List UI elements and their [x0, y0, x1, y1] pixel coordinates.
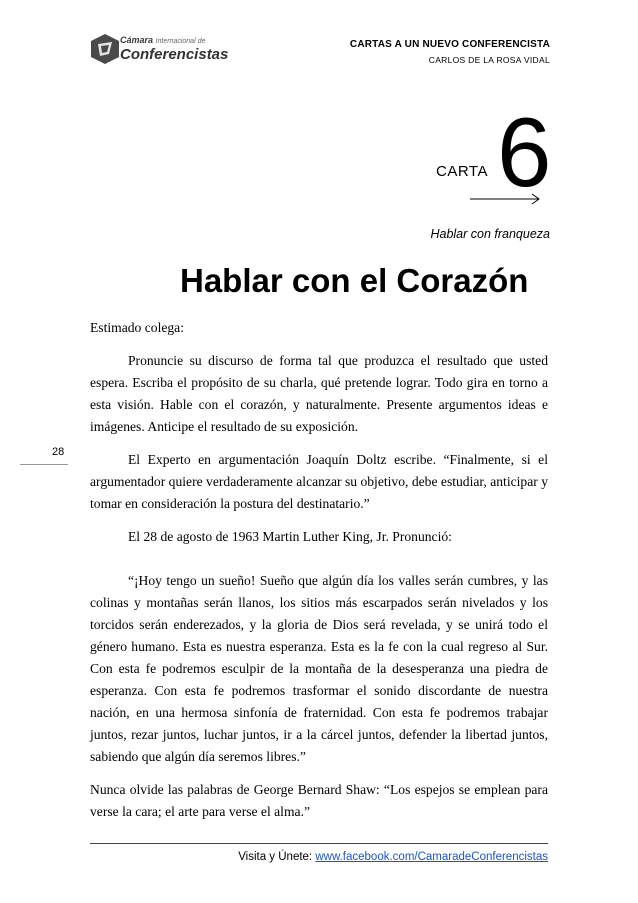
- book-author: CARLOS DE LA ROSA VIDAL: [428, 55, 550, 65]
- quote-paragraph: “¡Hoy tengo un sueño! Sueño que algún día los valles serán cumbres, y las colinas y montañas serán llanos, los sitios más escarpados serán nivelados y los torcidos serán enderezados, y la gloria de Dios será revelada, y se unirá todo el género humano. Esta es nuestra esperanza. Esta es la fe con la cual regreso al Sur. Con esta fe podremos esculpir de la montaña de la desesperanza una piedra de esperanza. Con esta fe podremos trasformar el sonido discordante de nuestra nación, en una hermosa sinfonía de fraternidad. Con esta fe podremos trabajar juntos, rezar juntos, luchar juntos, ir a la cárcel juntos, defender la libertad juntos, sabiendo que algún día seremos libres.”: [90, 573, 548, 764]
- book-title: CARTAS A UN NUEVO CONFERENCISTA: [349, 39, 550, 50]
- paragraph: El Experto en argumentación Joaquín Doltz escribe. “Finalmente, si el argumentador quiere verdaderamente alcanzar su objetivo, debe estudiar, anticipar y tomar en consideración la postura del destinatario.”: [90, 452, 548, 511]
- footer-rule: [90, 843, 548, 844]
- paragraph: El 28 de agosto de 1963 Martin Luther King, Jr. Pronunció:: [128, 529, 452, 544]
- chapter-label: CARTA: [436, 163, 488, 180]
- page-number-rule: [20, 464, 68, 465]
- arrow-right-icon: [470, 192, 542, 206]
- greeting: Estimado colega:: [90, 320, 184, 335]
- logo-text-main: Conferencistas: [120, 46, 229, 63]
- page-number: 28: [52, 446, 65, 458]
- letter-body: [90, 317, 548, 834]
- logo-text-top: Cámara Internacional de: [120, 35, 206, 45]
- facebook-link[interactable]: www.facebook.com/CamaradeConferencistas: [315, 851, 548, 863]
- chapter-subtitle: Hablar con franqueza: [430, 227, 550, 241]
- chapter-title: Hablar con el Corazón: [180, 262, 529, 299]
- paragraph: Pronuncie su discurso de forma tal que produzca el resultado que usted espera. Escriba el propósito de su charla, qué pretende lograr. Todo gira en torno a esta visión. Hable con el corazón, y naturalmente. Presente argumentos ideas e imágenes. Anticipe el resultado de su exposición.: [90, 353, 548, 434]
- chapter-number: 6: [497, 97, 552, 207]
- footer-prefix: Visita y Únete:: [238, 851, 316, 863]
- logo-emblem-icon: [88, 32, 122, 66]
- footer: [238, 851, 548, 863]
- paragraph: Nunca olvide las palabras de George Bernard Shaw: “Los espejos se emplean para verse la cara; el arte para verse el alma.”: [90, 782, 548, 819]
